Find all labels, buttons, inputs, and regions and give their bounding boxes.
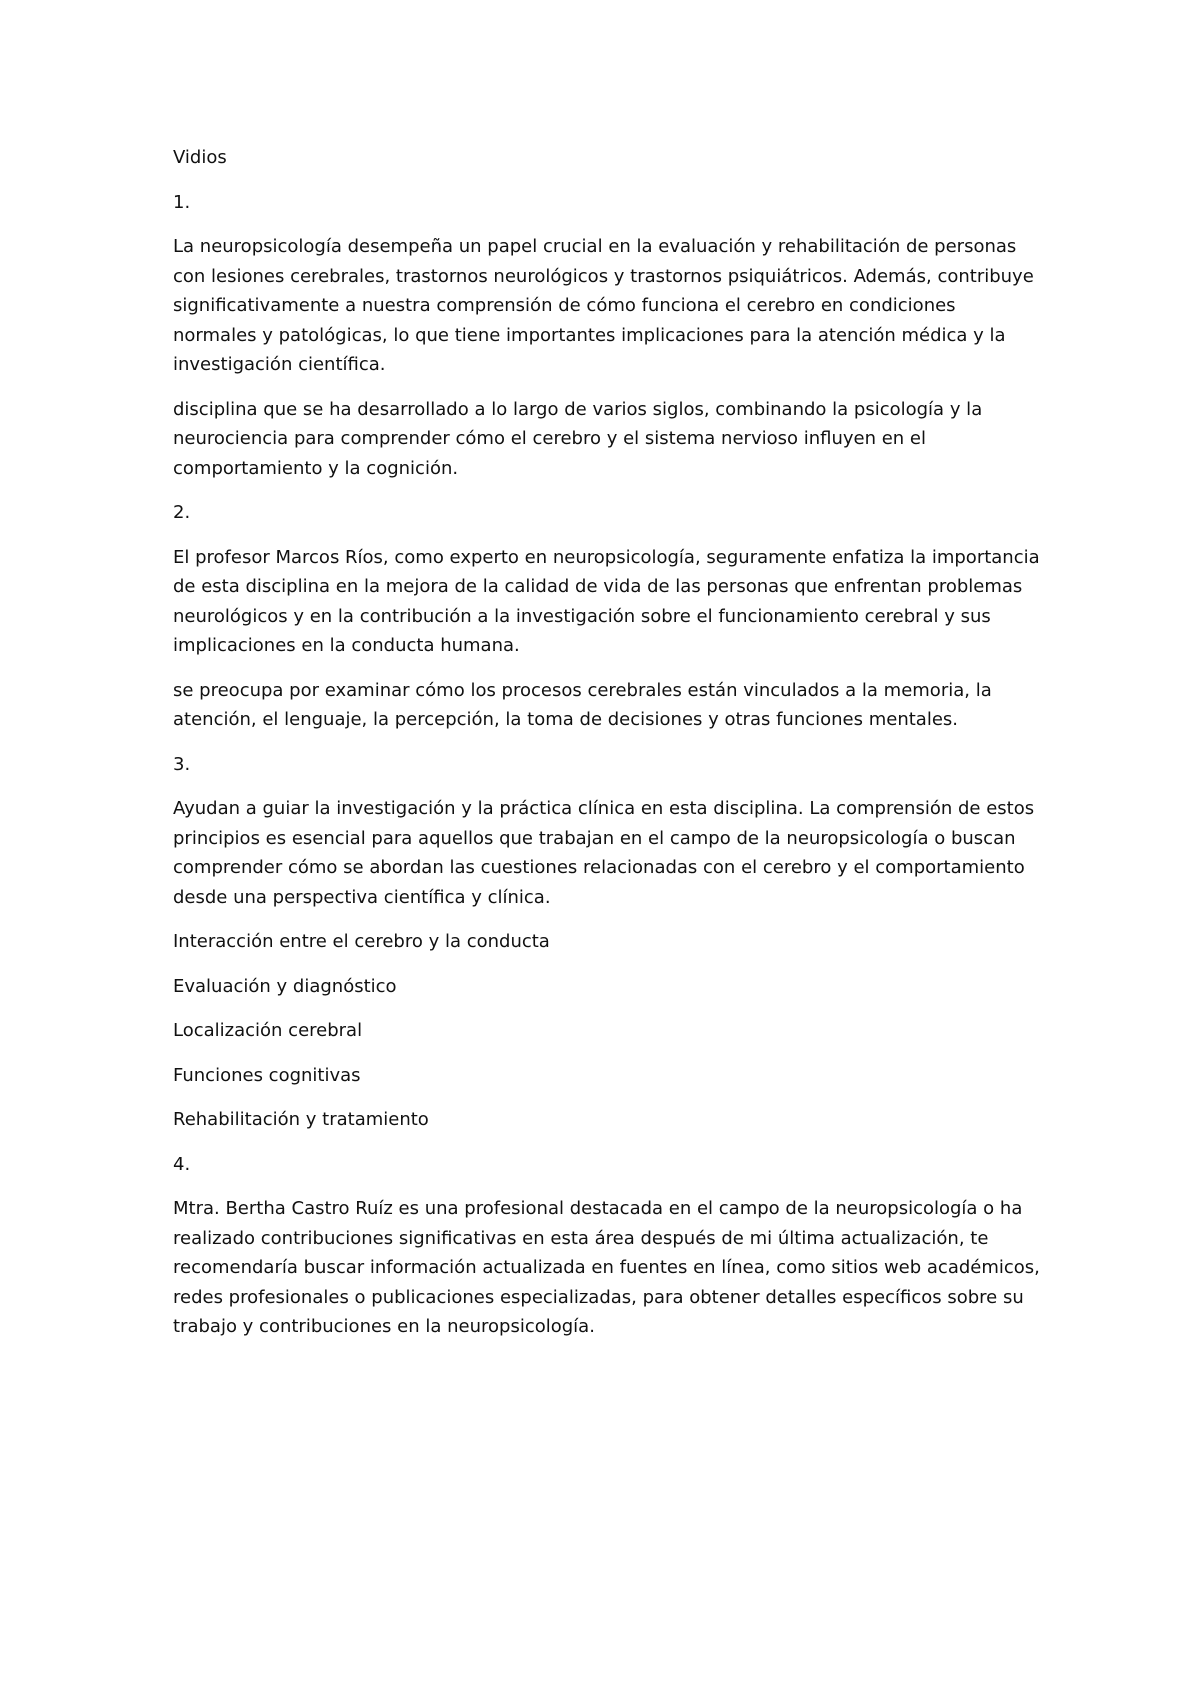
section-number-1: 1. (173, 191, 191, 213)
document-title: Vidios (173, 147, 227, 168)
section-number-3: 3. (173, 753, 191, 775)
section-2-paragraph-2: se preocupa por examinar cómo los procesos cerebrales están vinculados a la memoria, la atención, el lenguaje, la percepción, la toma de decisiones y otras funciones mentales. (173, 679, 992, 730)
principle-item: Funciones cognitivas (173, 1064, 361, 1086)
section-4-paragraph-1: Mtra. Bertha Castro Ruíz es una profesional destacada en el campo de la neuropsicología o ha realizado contribuciones significativas en esta área después de mi última actualización, te recomendaría buscar información actualizada en fuentes en línea, como sitios web académicos, redes profesionales o publicaciones especializadas, para obtener detalles específicos sobre su trabajo y contribuciones en la neuropsicología. (173, 1198, 1040, 1337)
section-number-2: 2. (173, 502, 191, 523)
section-number-4: 4. (173, 1153, 191, 1175)
section-1-paragraph-1: La neuropsicología desempeña un papel crucial en la evaluación y rehabilitación de personas con lesiones cerebrales, trastornos neurológicos y trastornos psiquiátricos. Además, contribuye significativamente a nuestra comprensión de cómo funciona el cerebro en condiciones normales y patológicas, lo que tiene importantes implicaciones para la atención médica y la investigación científica. (173, 236, 1034, 375)
principle-item: Localización cerebral (173, 1020, 363, 1041)
principle-item: Interacción entre el cerebro y la conducta (173, 931, 550, 952)
document-body (173, 143, 1043, 1357)
section-3-paragraph-1: Ayudan a guiar la investigación y la práctica clínica en esta disciplina. La comprensión de estos principios es esencial para aquellos que trabajan en el campo de la neuropsicología o buscan comprender cómo se abordan las cuestiones relacionadas con el cerebro y el comportamiento desde una perspectiva científica y clínica. (173, 798, 1035, 908)
section-2-paragraph-1: El profesor Marcos Ríos, como experto en neuropsicología, seguramente enfatiza la importancia de esta disciplina en la mejora de la calidad de vida de las personas que enfrentan problemas neurológicos y en la contribución a la investigación sobre el funcionamiento cerebral y sus implicaciones en la conducta humana. (173, 546, 1040, 656)
principle-item: Evaluación y diagnóstico (173, 975, 397, 997)
section-1-paragraph-2: disciplina que se ha desarrollado a lo largo de varios siglos, combinando la psicología y la neurociencia para comprender cómo el cerebro y el sistema nervioso influyen en el comportamiento y la cognición. (173, 398, 983, 479)
principle-item: Rehabilitación y tratamiento (173, 1109, 429, 1130)
